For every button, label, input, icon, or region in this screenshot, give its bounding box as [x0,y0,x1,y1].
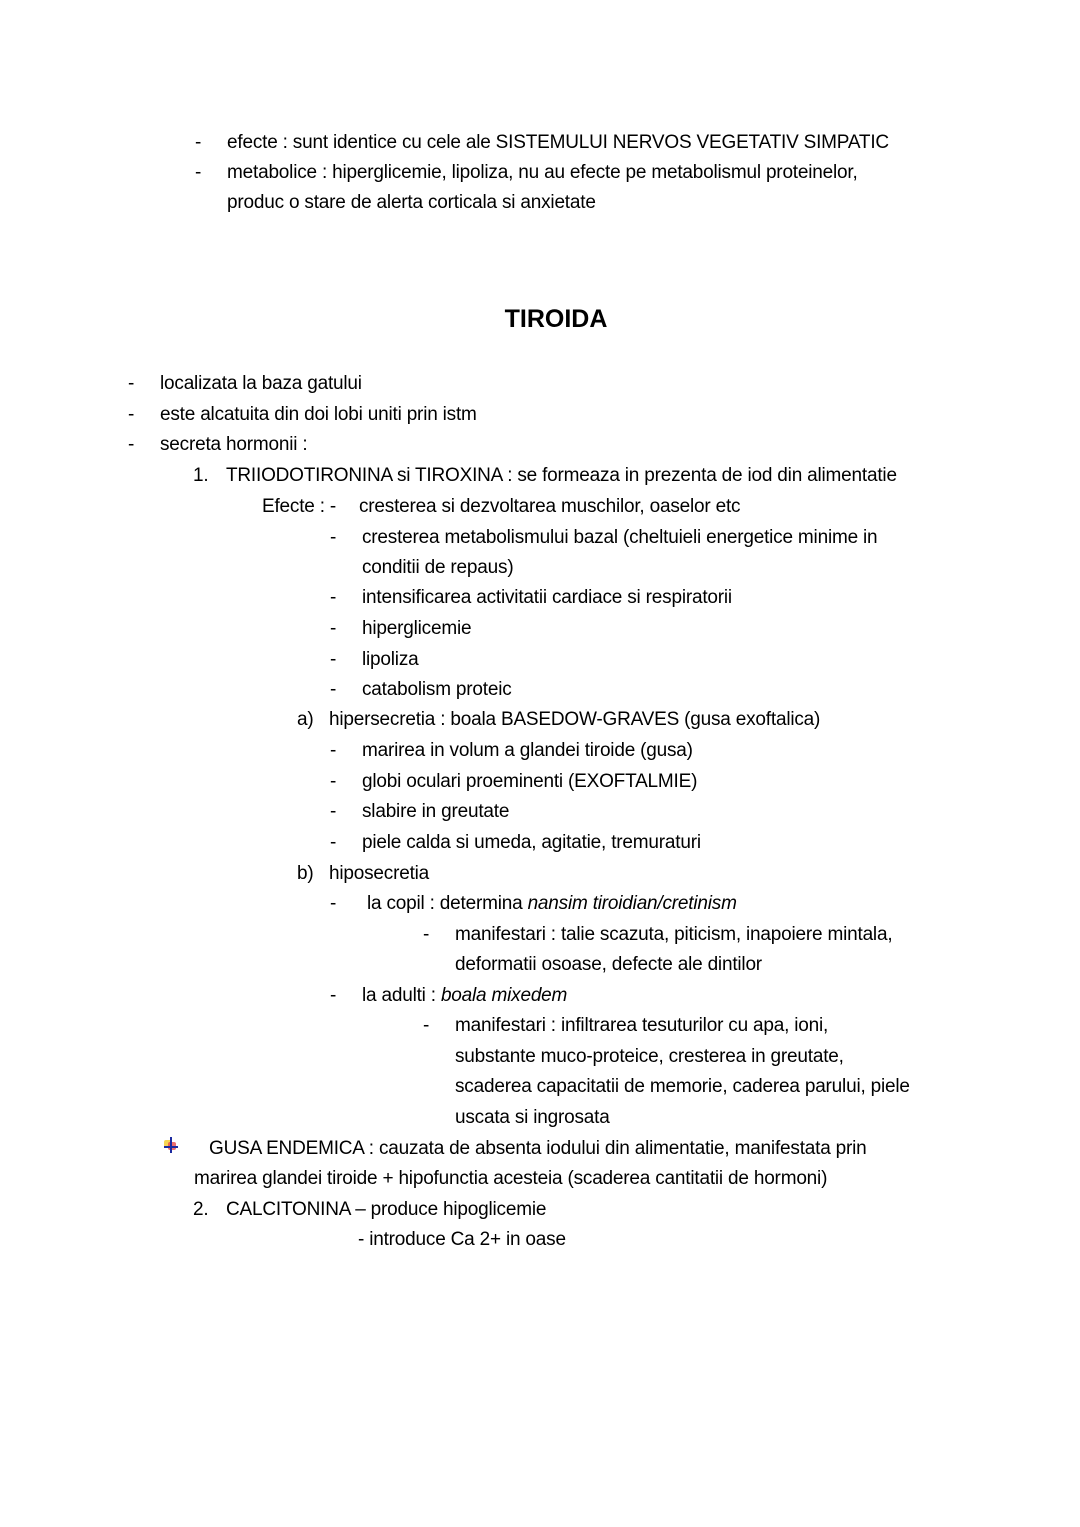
effect-item: catabolism proteic [362,679,512,700]
effect-item: hiperglicemie [362,618,472,639]
hyper-item: globi oculari proeminenti (EXOFTALMIE) [362,771,698,792]
hypo-title: hiposecretia [329,863,430,884]
hypo-adult-manifest-cont: scaderea capacitatii de memorie, caderea parului, piele [455,1076,910,1097]
hypo-adult-manifest-cont: uscata si ingrosata [455,1107,610,1128]
bullet-dash: - [330,985,337,1006]
bullet-dash: - [128,404,135,425]
hypo-child [367,893,737,915]
hyper-item: piele calda si umeda, agitatie, tremuraturi [362,832,701,853]
effect-item: lipoliza [362,649,419,670]
hypo-child-prefix: la copil : determina [367,893,528,914]
gusa-line-2: marirea glandei tiroide + hipofunctia acesteia (scaderea cantitatii de hormoni) [194,1168,828,1189]
hormone-1-title: TRIIODOTIRONINA si TIROXINA : se formeaza in prezenta de iod din alimentatie [226,465,897,486]
hormone-2-number: 2. [193,1199,209,1220]
top-bullet-structure: este alcatuita din doi lobi uniti prin istm [160,404,477,425]
bullet-dash: - [330,832,337,853]
bullet-dash: - [330,679,337,700]
bullet-dash: - [423,1015,430,1036]
bullet-dash: - [330,771,337,792]
hyper-letter: a) [297,709,314,730]
intro-effects: efecte : sunt identice cu cele ale SISTEMULUI NERVOS VEGETATIV SIMPATIC [227,132,889,153]
hypo-adult-disease: boala mixedem [440,985,568,1006]
effect-item: cresterea metabolismului bazal (cheltuieli energetice minime in [362,527,878,548]
section-title: TIROIDA [504,305,608,333]
hypo-adult-manifest: manifestari : infiltrarea tesuturilor cu apa, ioni, [455,1015,829,1036]
bullet-dash: - [330,649,337,670]
gusa-line-1: GUSA ENDEMICA : cauzata de absenta iodului din alimentatie, manifestata prin [209,1138,867,1159]
top-bullet-location: localizata la baza gatului [160,373,362,394]
bullet-dash: - [330,618,337,639]
bullet-dash: - [330,801,337,822]
bullet-dash: - [195,132,202,153]
bullet-dash: - [330,893,337,914]
hormone-1-number: 1. [193,465,209,486]
intro-metabolic: metabolice : hiperglicemie, lipoliza, nu au efecte pe metabolismul proteinelor, [227,162,858,183]
bullet-dash: - [330,740,337,761]
hyper-title: hipersecretia : boala BASEDOW-GRAVES (gusa exoftalica) [329,709,821,730]
bullet-dash: - [195,162,202,183]
arrow-bullet-icon [162,1137,180,1155]
hypo-adult-prefix: la adulti : [362,985,441,1006]
hypo-adult-manifest-cont: substante muco-proteice, cresterea in greutate, [455,1046,844,1067]
hypo-child-manifest: manifestari : talie scazuta, piticism, inapoiere mintala, [455,924,893,945]
hypo-letter: b) [297,863,314,884]
hypo-child-disease: nansim tiroidian/cretinism [527,893,737,914]
effect-item: intensificarea activitatii cardiace si respiratorii [362,587,732,608]
hormone-2-line-2: - introduce Ca 2+ in oase [358,1229,566,1250]
effect-item: cresterea si dezvoltarea muschilor, oaselor etc [359,496,741,517]
bullet-dash: - [423,924,430,945]
effects-label: Efecte : - [262,496,337,517]
hypo-child-manifest-cont: deformatii osoase, defecte ale dintilor [455,954,762,975]
bullet-dash: - [128,373,135,394]
top-bullet-secretes: secreta hormonii : [160,434,308,455]
hyper-item: marirea in volum a glandei tiroide (gusa) [362,740,693,761]
hypo-adult [362,985,567,1007]
bullet-dash: - [330,587,337,608]
hyper-item: slabire in greutate [362,801,510,822]
bullet-dash: - [128,434,135,455]
bullet-dash: - [330,527,337,548]
intro-metabolic-cont: produc o stare de alerta corticala si anxietate [227,192,596,213]
effect-item-cont: conditii de repaus) [362,557,514,578]
hormone-2-title: CALCITONINA – produce hipoglicemie [226,1199,547,1220]
